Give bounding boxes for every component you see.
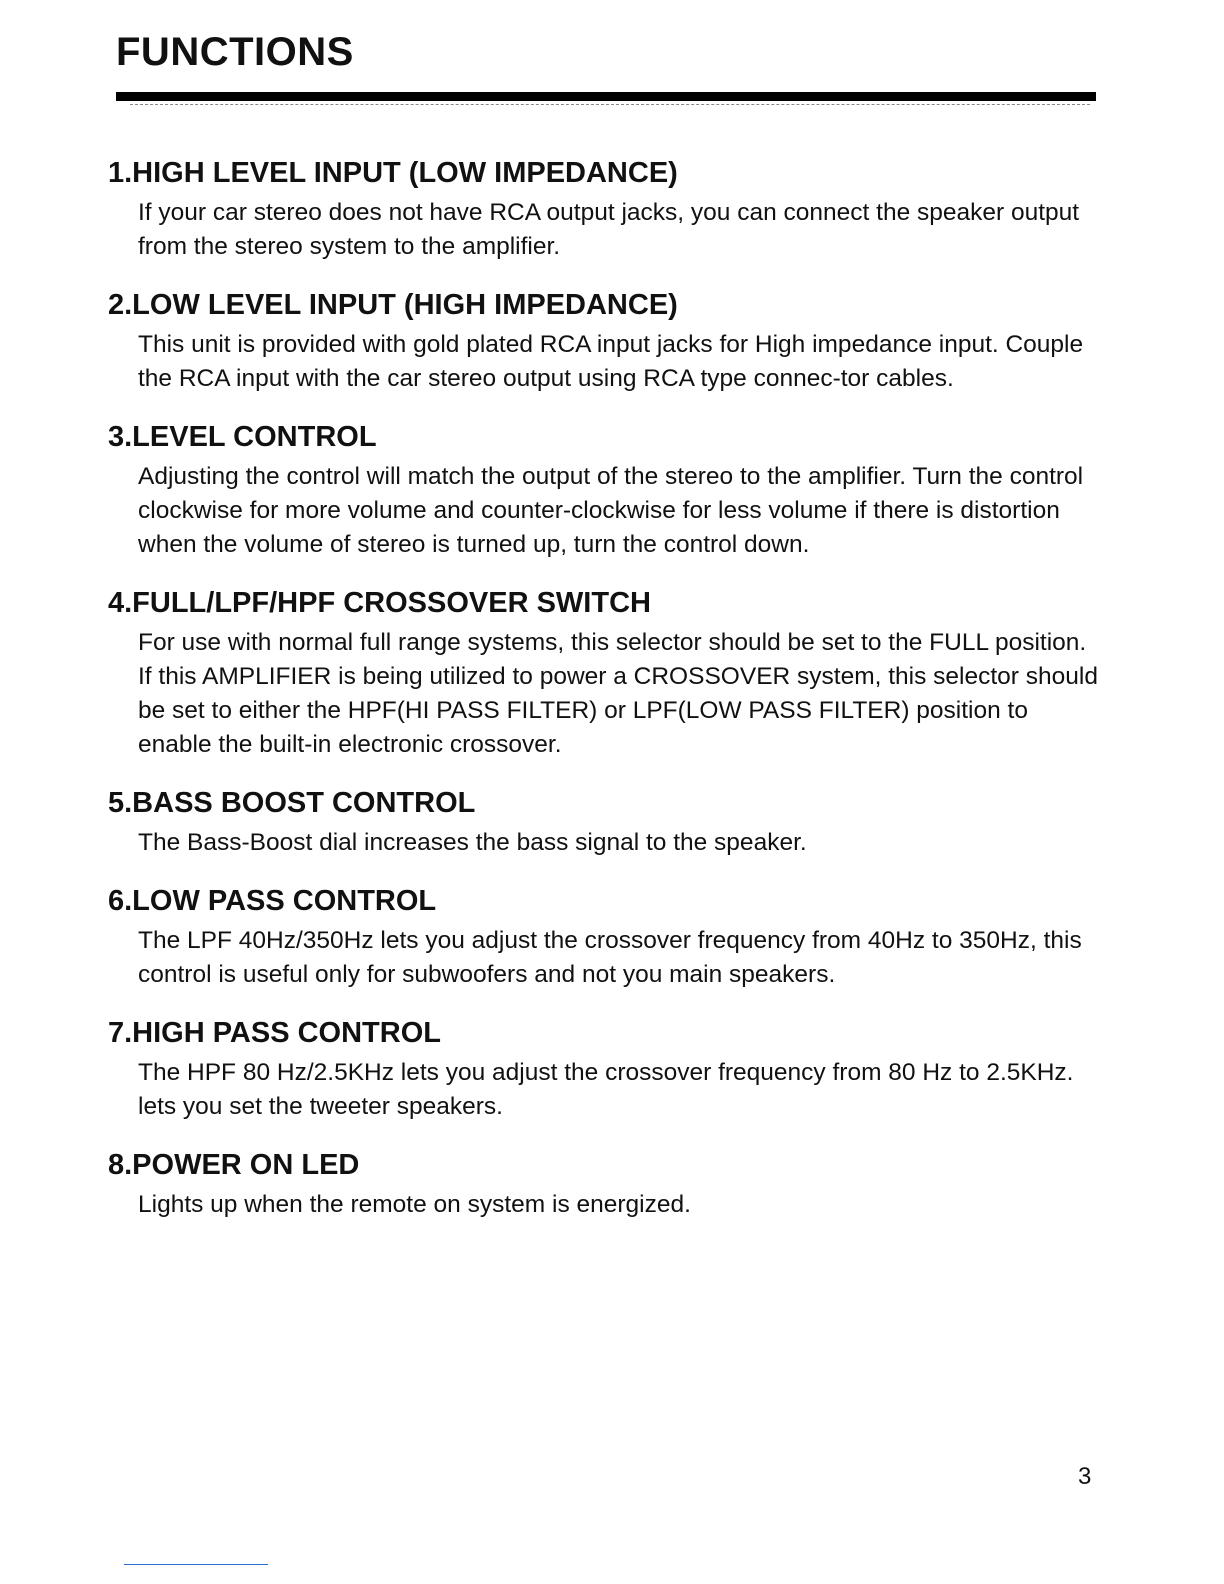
section-body: The HPF 80 Hz/2.5KHz lets you adjust the crossover frequency from 80 Hz to 2.5KHz. lets you set the tweeter speakers. bbox=[138, 1059, 1074, 1120]
section-bass-boost bbox=[108, 786, 1108, 860]
section-level-control bbox=[108, 420, 1108, 562]
section-body: For use with normal full range systems, this selector should be set to the FULL position. If this AMPLIFIER is being utilized to power a CROSSOVER system, this selector should be set to either the HPF(HI PASS FILTER) or LPF(LOW PASS FILTER) position to enable the built-in electronic crossover. bbox=[138, 629, 1098, 758]
section-high-level-input bbox=[108, 156, 1108, 264]
functions-list bbox=[108, 156, 1108, 1246]
section-heading: 5.BASS BOOST CONTROL bbox=[108, 787, 476, 819]
section-heading: 1.HIGH LEVEL INPUT (LOW IMPEDANCE) bbox=[108, 157, 678, 189]
page-number: 3 bbox=[1078, 1463, 1092, 1490]
section-heading: 8.POWER ON LED bbox=[108, 1149, 360, 1181]
section-heading: 6.LOW PASS CONTROL bbox=[108, 885, 437, 917]
section-body: This unit is provided with gold plated RCA input jacks for High impedance input. Couple the RCA input with the car stereo output using RCA type connec-tor cables. bbox=[138, 331, 1084, 392]
section-body: If your car stereo does not have RCA output jacks, you can connect the speaker output from the stereo system to the amplifier. bbox=[138, 199, 1080, 260]
bottom-rule bbox=[124, 1564, 268, 1565]
section-heading: 7.HIGH PASS CONTROL bbox=[108, 1017, 441, 1049]
title-rule-shadow bbox=[130, 104, 1090, 106]
section-heading: 3.LEVEL CONTROL bbox=[108, 421, 377, 453]
section-power-led bbox=[108, 1148, 1108, 1222]
section-crossover-switch bbox=[108, 586, 1108, 762]
section-heading: 4.FULL/LPF/HPF CROSSOVER SWITCH bbox=[108, 587, 651, 619]
section-low-pass bbox=[108, 884, 1108, 992]
section-heading: 2.LOW LEVEL INPUT (HIGH IMPEDANCE) bbox=[108, 289, 678, 321]
section-body: Lights up when the remote on system is energized. bbox=[138, 1191, 691, 1218]
section-high-pass bbox=[108, 1016, 1108, 1124]
section-low-level-input bbox=[108, 288, 1108, 396]
page-title: FUNCTIONS bbox=[116, 30, 354, 74]
section-body: Adjusting the control will match the output of the stereo to the amplifier. Turn the control clockwise for more volume and counter-clockwise for less volume if there is distortion when the volume of stereo is turned up, turn the control down. bbox=[138, 463, 1084, 558]
section-body: The Bass-Boost dial increases the bass signal to the speaker. bbox=[138, 829, 807, 856]
section-body: The LPF 40Hz/350Hz lets you adjust the crossover frequency from 40Hz to 350Hz, this control is useful only for subwoofers and not you main speakers. bbox=[138, 927, 1082, 988]
title-rule bbox=[116, 92, 1096, 101]
